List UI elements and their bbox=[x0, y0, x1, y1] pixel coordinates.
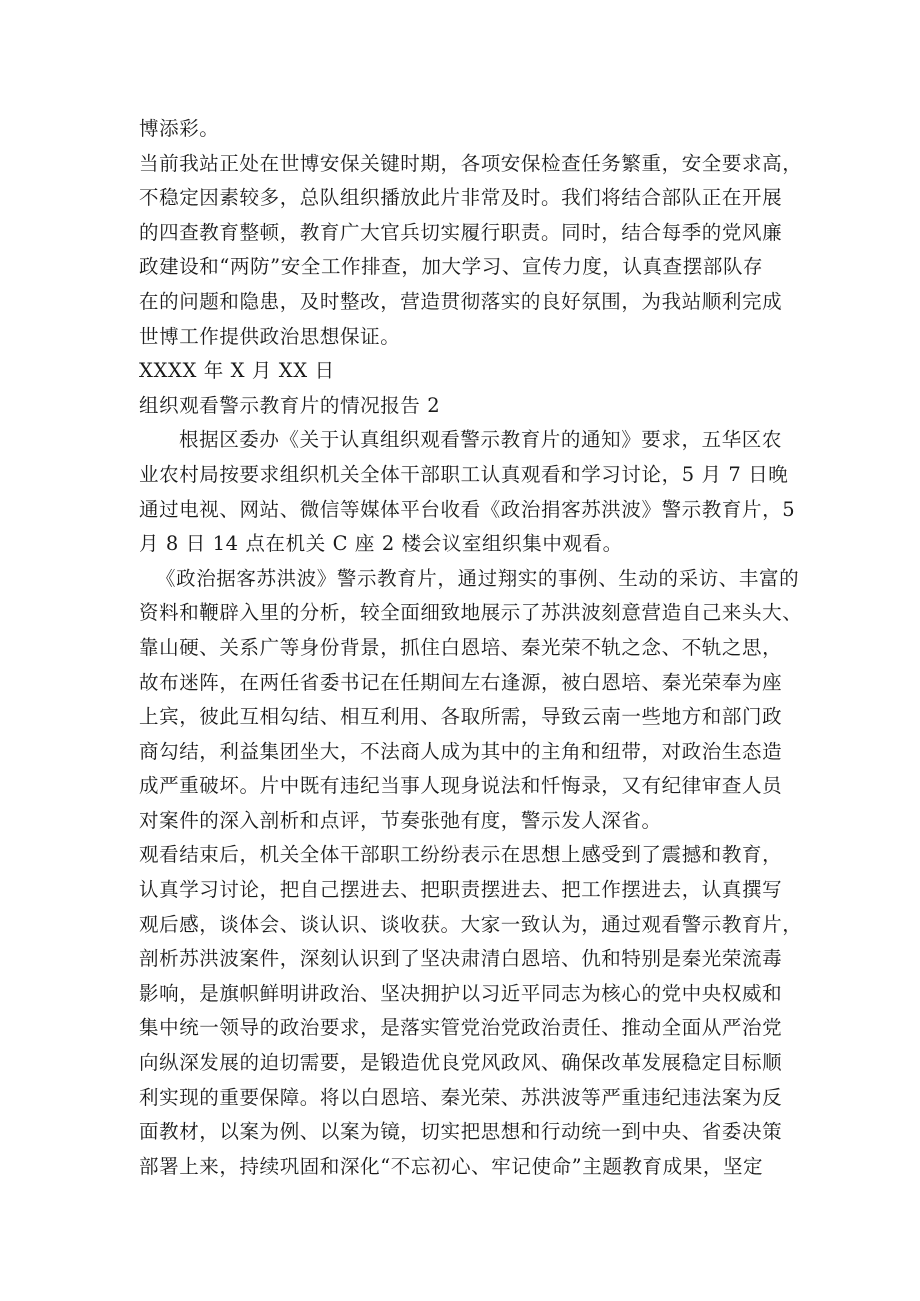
paragraph-line: 靠山硬、关系广等身份背景，抓住白恩培、秦光荣不轨之念、不轨之思， bbox=[139, 635, 783, 659]
paragraph-line: 观后感，谈体会、谈认识、谈收获。大家一致认为，通过观看警示教育片， bbox=[139, 912, 803, 936]
paragraph-line: 利实现的重要保障。将以白恩培、秦光荣、苏洪波等严重违纪违法案为反 bbox=[139, 1085, 783, 1109]
paragraph-line: 月 8 日 14 点在机关 C 座 2 楼会议室组织集中观看。 bbox=[139, 532, 623, 556]
paragraph-line: 通过电视、网站、微信等媒体平台收看《政治捐客苏洪波》警示教育片，5 bbox=[139, 497, 796, 521]
paragraph-line: 在的问题和隐患，及时整改，营造贯彻落实的良好氛围，为我站顺利完成 bbox=[139, 289, 783, 313]
paragraph-line: 不稳定因素较多，总队组织播放此片非常及时。我们将结合部队正在开展 bbox=[139, 186, 783, 210]
document-body bbox=[139, 112, 803, 1184]
paragraph-line: 《政治据客苏洪波》警示教育片，通过翔实的事例、生动的采访、丰富的 bbox=[156, 566, 800, 590]
paragraph-line: 认真学习讨论，把自己摆进去、把职责摆进去、把工作摆进去，认真撰写 bbox=[139, 878, 783, 902]
paragraph-line: 集中统一领导的政治要求，是落实管党治党政治责任、推动全面从严治党 bbox=[139, 1016, 783, 1040]
paragraph-line: 影响，是旗帜鲜明讲政治、坚决拥护以习近平同志为核心的党中央权威和 bbox=[139, 981, 783, 1005]
paragraph-line: 的四查教育整顿，教育广大官兵切实履行职责。同时，结合每季的党风廉 bbox=[139, 220, 783, 244]
paragraph-line: 根据区委办《关于认真组织观看警示教育片的通知》要求，五华区农 bbox=[179, 428, 783, 452]
paragraph-line: 成严重破坏。片中既有违纪当事人现身说法和忏悔录，又有纪律审查人员 bbox=[139, 774, 783, 798]
paragraph-line: 剖析苏洪波案件，深刻认识到了坚决肃清白恩培、仇和特别是秦光荣流毒 bbox=[139, 947, 783, 971]
paragraph-line: 世博工作提供政治思想保证。 bbox=[139, 324, 401, 348]
paragraph-line: 部署上来，持续巩固和深化“不忘初心、牢记使命”主题教育成果，坚定 bbox=[139, 1154, 764, 1178]
paragraph-line: 资料和鞭辟入里的分析，较全面细致地展示了苏洪波刻意营造自己来头大、 bbox=[139, 601, 803, 625]
paragraph-line: 商勾结，利益集团坐大，不法商人成为其中的主角和纽带，对政治生态造 bbox=[139, 739, 783, 763]
paragraph-line: 观看结束后，机关全体干部职工纷纷表示在思想上感受到了震撼和教育， bbox=[139, 843, 783, 867]
paragraph-line: 对案件的深入剖析和点评，节奏张弛有度，警示发人深省。 bbox=[139, 808, 662, 832]
paragraph-line: 上宾，彼此互相勾结、相互利用、各取所需，导致云南一些地方和部门政 bbox=[139, 705, 783, 729]
paragraph-line: 业农村局按要求组织机关全体干部职工认真观看和学习讨论，5 月 7 日晚 bbox=[139, 462, 789, 486]
paragraph-line: 面教材，以案为例、以案为镜，切实把思想和行动统一到中央、省委决策 bbox=[139, 1120, 783, 1144]
section-title: 组织观看警示教育片的情况报告 2 bbox=[139, 393, 441, 417]
date-line: XXXX 年 X 月 XX 日 bbox=[139, 359, 335, 383]
paragraph-line: 向纵深发展的迫切需要，是锻造优良党风政风、确保改革发展稳定目标顺 bbox=[139, 1051, 783, 1075]
paragraph-line: 博添彩。 bbox=[139, 117, 220, 140]
paragraph-line: 政建设和“两防”安全工作排查，加大学习、宣传力度，认真查摆部队存 bbox=[139, 255, 764, 279]
paragraph-line: 故布迷阵，在两任省委书记在任期间左右逢源，被白恩培、秦光荣奉为座 bbox=[139, 670, 783, 694]
paragraph-line: 当前我站正处在世博安保关键时期，各项安保检查任务繁重，安全要求高， bbox=[139, 151, 803, 175]
